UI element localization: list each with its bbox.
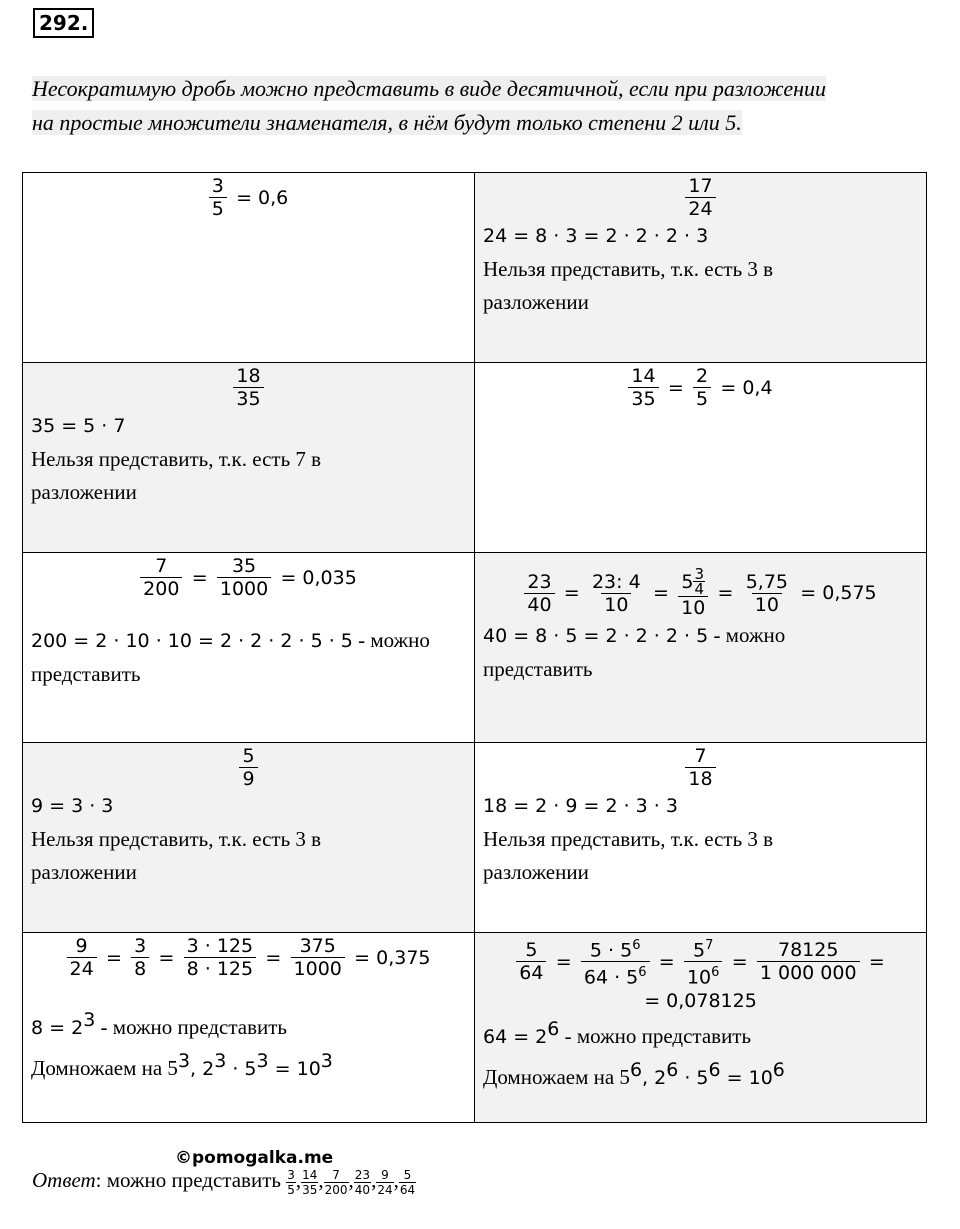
cell-3-5: $\frac{3}{5}$ = 0,6: [23, 173, 475, 363]
cell-7-18: $\frac{7}{18}$ 18 = 2 · 9 = 2 · 3 · 3 Нельзя представить, т.к. есть 3 в разложении: [475, 743, 927, 933]
cell-9-24: $\frac{9}{24}$ = $\frac{3}{8}$ = $\frac{3 \cdot 125}{8 \cdot 125}$ = $\frac{375}{1000}$ = 0,375 $8 = 2^3$ - можно представить Домножаем на $5^3$, $2^3 \cdot 5^3 = 10^3$: [23, 933, 475, 1123]
rule-line-1: Несократимую дробь можно представить в виде десятичной, если при разложении: [32, 76, 827, 101]
cell-5-64: $\frac{5}{64}$ = $\frac{5 \cdot 5^6}{64 \cdot 5^6}$ = $\frac{5^7}{10^6}$ = $\frac{78125}{1 000 000}$ = = 0,078125 $64 = 2^6$ - можно представить Домножаем на $5^6$, $2^6 \cdot 5^6 = 10^6$: [475, 933, 927, 1123]
cell-23-40: $\frac{23}{40}$ = $\frac{23: 4}{10}$ = 5 3 4 10 = $\frac{5,75}{10}$ = 0,575 40 = 8 · 5 = 2 · 2 · 2 · 5 - можно представить: [475, 553, 927, 743]
cell-14-35: $\frac{14}{35}$ = $\frac{2}{5}$ = 0,4: [475, 363, 927, 553]
cell-18-35: $\frac{18}{35}$ 35 = 5 · 7 Нельзя представить, т.к. есть 7 в разложении: [23, 363, 475, 553]
rule-line-2: на простые множители знаменателя, в нём будут только степени 2 или 5.: [32, 110, 742, 135]
watermark: ©pomogalka.me: [175, 1148, 334, 1168]
cell-17-24: $\frac{17}{24}$ 24 = 8 · 3 = 2 · 2 · 2 · 3 Нельзя представить, т.к. есть 3 в разложении: [475, 173, 927, 363]
solution-table: [22, 172, 927, 1123]
problem-number: 292.: [33, 8, 94, 38]
cell-7-200: $\frac{7}{200}$ = $\frac{35}{1000}$ = 0,035 200 = 2 · 10 · 10 = 2 · 2 · 2 · 5 · 5 - можно представить: [23, 553, 475, 743]
cell-5-9: $\frac{5}{9}$ 9 = 3 · 3 Нельзя представить, т.к. есть 3 в разложении: [23, 743, 475, 933]
fraction: $\frac{17}{24}$: [685, 175, 715, 220]
answer-line: Ответ: можно представить $\frac{3}{5}$ , $\frac{14}{35}$ , $\frac{7}{200}$ , $\frac{23}{40}$ , $\frac{9}{24}$ , $\frac{5}{64}$: [32, 1167, 416, 1197]
fraction: $\frac{3}{5}$: [209, 175, 227, 220]
